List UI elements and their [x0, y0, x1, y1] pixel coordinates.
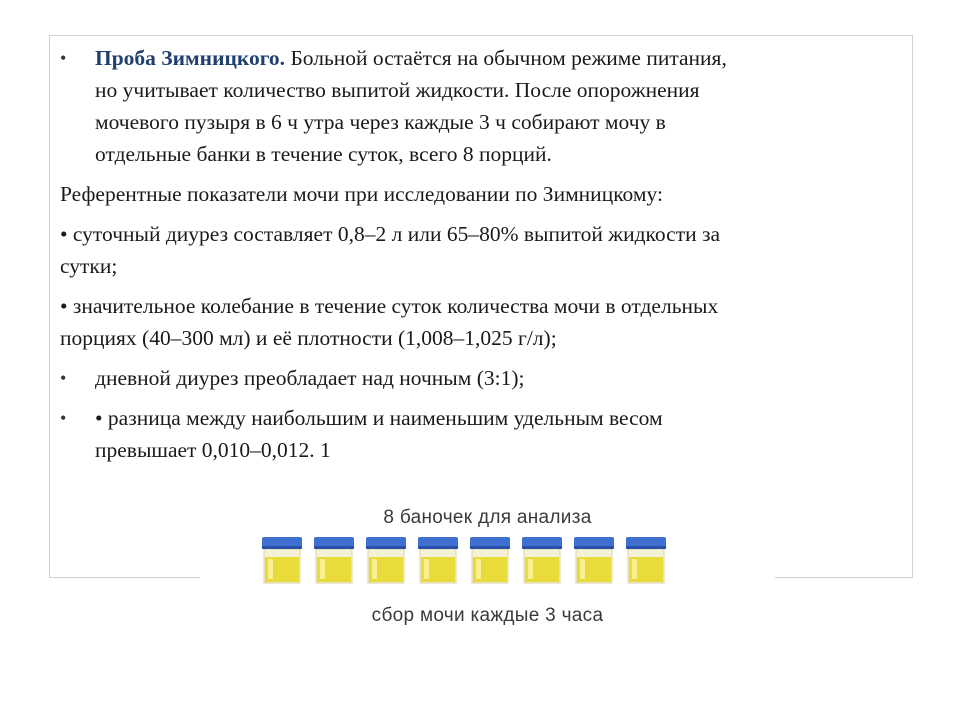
- specimen-jar: [314, 537, 354, 583]
- illustration-caption-bottom: сбор мочи каждые 3 часа: [371, 605, 604, 626]
- intro-paragraph: [60, 42, 890, 170]
- bullet: •: [60, 368, 67, 388]
- bullet: •: [60, 408, 67, 428]
- intro-line-2: но учитывает количество выпитой жидкости. После опорожнения: [95, 78, 700, 102]
- reference-item-specific-gravity: • • разница между наибольшим и наименьшим удельным весом превышает 0,010–0,012. 1: [60, 402, 890, 466]
- specimen-jar: [522, 537, 562, 583]
- bullet: •: [60, 48, 67, 68]
- specimen-jar: [262, 537, 302, 583]
- specimen-jar: [574, 537, 614, 583]
- lead-term: Проба Зимницкого.: [95, 46, 286, 70]
- intro-line-1: Больной остаётся на обычном режиме питания,: [285, 46, 727, 70]
- reference-item-diuresis: • суточный диурез составляет 0,8–2 л или 65–80% выпитой жидкости за сутки;: [60, 222, 721, 278]
- specimen-jar: [470, 537, 510, 583]
- reference-item-fluctuation: • значительное колебание в течение суток количества мочи в отдельных порциях (40–300 мл) и её плотности (1,008–1,025 г/л);: [60, 294, 719, 350]
- reference-heading: Референтные показатели мочи при исследовании по Зимницкому:: [60, 182, 663, 206]
- reference-item-day-night: • дневной диурез преобладает над ночным (3:1);: [60, 362, 890, 394]
- specimen-jar: [418, 537, 458, 583]
- specimen-jar: [626, 537, 666, 583]
- jars-row: [260, 537, 680, 597]
- urine-jars-illustration: [200, 495, 775, 645]
- intro-line-4: отдельные банки в течение суток, всего 8 порций.: [95, 142, 552, 166]
- intro-line-3: мочевого пузыря в 6 ч утра через каждые 3 ч собирают мочу в: [95, 110, 666, 134]
- slide-content: [60, 42, 890, 466]
- illustration-caption-top: 8 баночек для анализа: [383, 507, 592, 528]
- specimen-jar: [366, 537, 406, 583]
